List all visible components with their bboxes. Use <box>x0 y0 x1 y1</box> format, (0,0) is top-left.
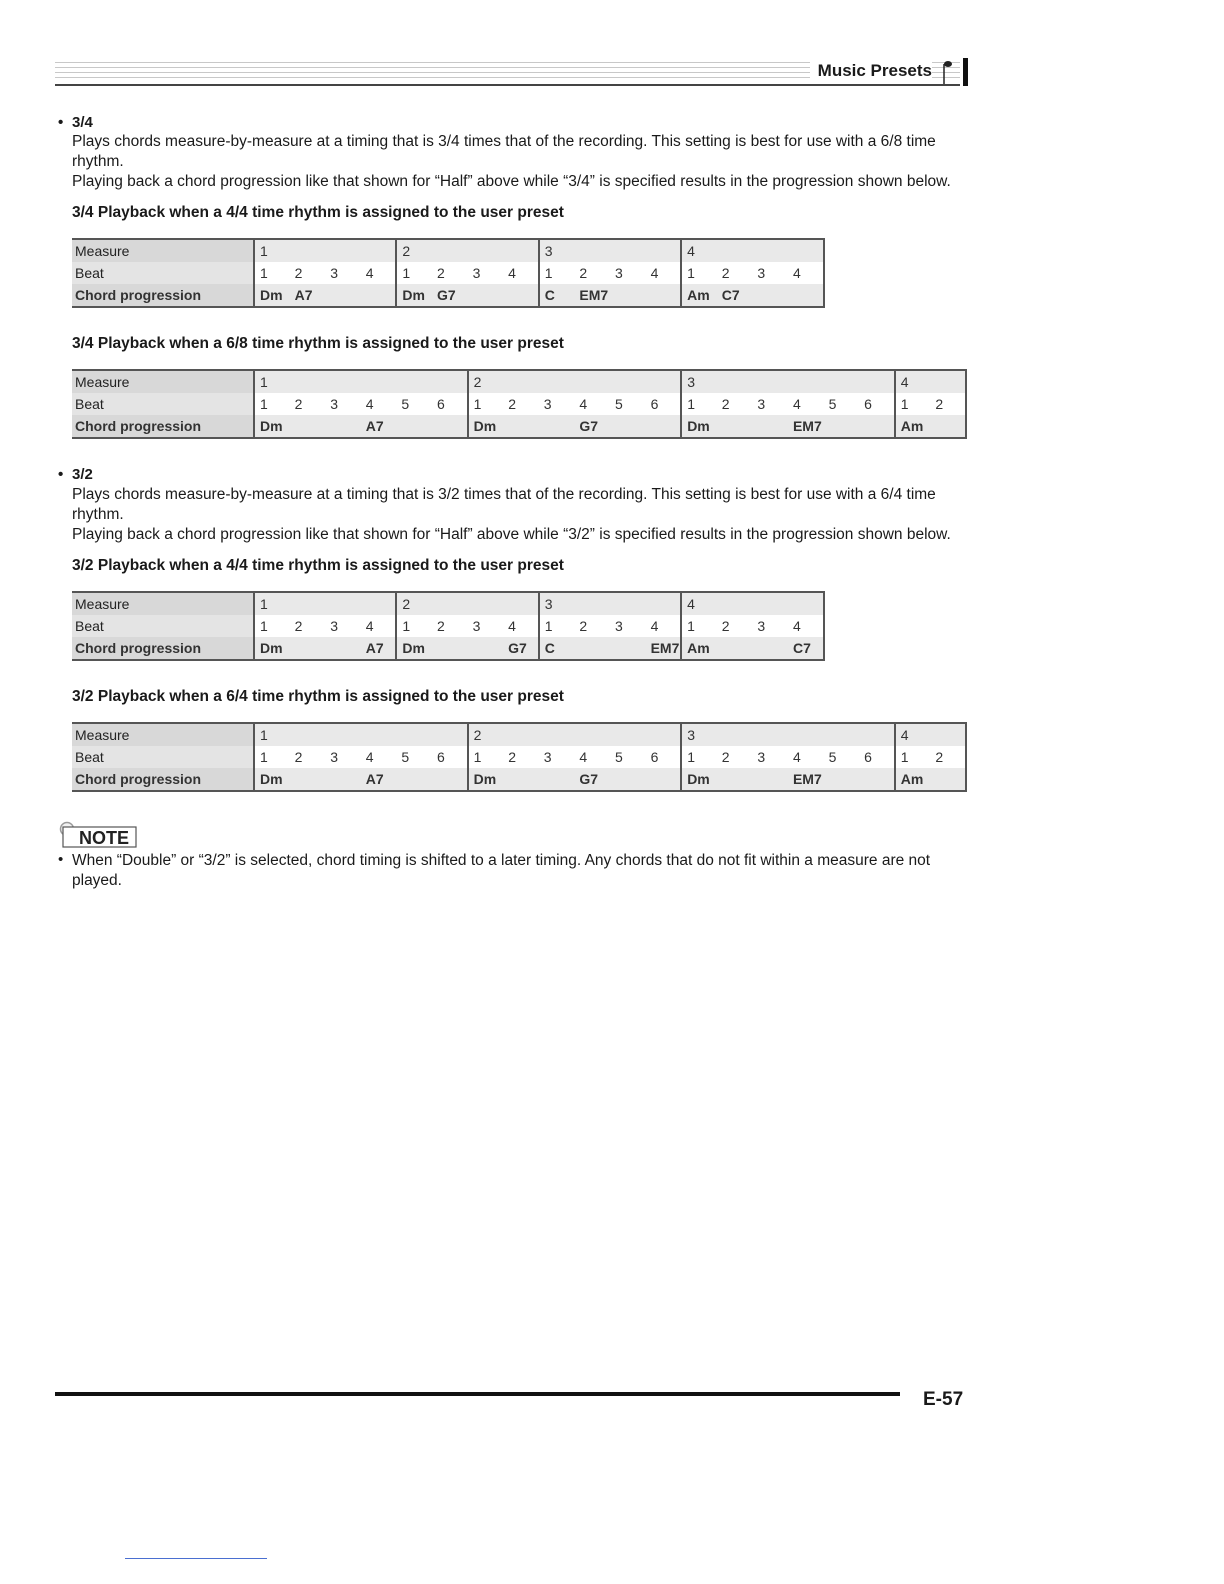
beat-cell: 5 <box>396 746 432 768</box>
chord-cell: A7 <box>361 768 397 791</box>
beat-cell: 2 <box>432 615 468 637</box>
beat-cell: 4 <box>361 393 397 415</box>
beat-cell: 4 <box>788 393 824 415</box>
row-label: Chord progression <box>72 284 254 307</box>
chord-cell: G7 <box>574 768 610 791</box>
chord-cell <box>717 637 753 660</box>
table-row-measure <box>72 370 966 393</box>
bullet: • <box>58 851 64 868</box>
chord-cell: Dm <box>396 637 432 660</box>
beat-cell: 6 <box>432 746 468 768</box>
measure-number: 1 <box>254 723 468 746</box>
beat-cell: 6 <box>859 393 895 415</box>
chord-cell <box>824 768 860 791</box>
chord-cell <box>503 284 539 307</box>
note-label: NOTE <box>79 828 130 848</box>
chord-cell <box>717 415 753 438</box>
header-title: Music Presets <box>810 61 932 81</box>
chord-cell: Dm <box>468 415 504 438</box>
beat-cell: 1 <box>681 615 717 637</box>
bullet: • <box>58 466 64 483</box>
beat-cell: 3 <box>610 615 646 637</box>
row-label: Beat <box>72 615 254 637</box>
beat-cell: 2 <box>717 393 753 415</box>
section-title-3-4: 3/4 <box>72 114 93 131</box>
beat-cell: 1 <box>895 746 931 768</box>
chord-cell <box>859 415 895 438</box>
music-note-icon <box>940 60 956 84</box>
table-row-chord <box>72 637 824 660</box>
beat-cell: 1 <box>468 393 504 415</box>
beat-cell: 2 <box>717 746 753 768</box>
row-label: Measure <box>72 723 254 746</box>
chord-cell: A7 <box>361 637 397 660</box>
chord-cell <box>646 415 682 438</box>
row-label: Chord progression <box>72 768 254 791</box>
chord-cell: Am <box>681 637 717 660</box>
beat-cell: 4 <box>646 262 682 284</box>
beat-cell: 4 <box>361 746 397 768</box>
beat-cell: 3 <box>752 746 788 768</box>
beat-cell: 3 <box>325 746 361 768</box>
link-underline <box>125 1558 267 1559</box>
header-rule <box>55 84 960 86</box>
chord-cell <box>610 415 646 438</box>
measure-number: 3 <box>539 592 681 615</box>
beat-cell: 1 <box>895 393 931 415</box>
beat-cell: 2 <box>574 615 610 637</box>
beat-cell: 2 <box>717 262 753 284</box>
chord-cell <box>396 415 432 438</box>
row-label: Measure <box>72 239 254 262</box>
beat-cell: 5 <box>396 393 432 415</box>
table-row-beat <box>72 393 966 415</box>
measure-number: 1 <box>254 592 396 615</box>
beat-cell: 4 <box>361 615 397 637</box>
chord-cell: Am <box>681 284 717 307</box>
chord-cell <box>717 768 753 791</box>
chord-cell <box>824 415 860 438</box>
beat-cell: 3 <box>752 393 788 415</box>
chord-cell <box>503 415 539 438</box>
beat-cell: 2 <box>503 393 539 415</box>
measure-number: 1 <box>254 370 468 393</box>
beat-cell: 2 <box>290 615 326 637</box>
measure-number: 4 <box>681 239 823 262</box>
beat-cell: 3 <box>468 615 504 637</box>
beat-cell: 3 <box>610 262 646 284</box>
chord-cell: EM7 <box>788 768 824 791</box>
table-row-beat <box>72 262 824 284</box>
chord-cell: G7 <box>432 284 468 307</box>
chord-cell <box>361 284 397 307</box>
chord-cell <box>325 637 361 660</box>
section-paragraph: Playing back a chord progression like that shown for “Half” above while “3/2” is specified results in the progression shown below. <box>72 526 951 543</box>
row-label: Beat <box>72 746 254 768</box>
beat-cell: 1 <box>254 262 290 284</box>
beat-cell: 1 <box>396 262 432 284</box>
beat-cell: 3 <box>325 393 361 415</box>
chord-cell <box>290 415 326 438</box>
chord-cell <box>752 637 788 660</box>
beat-cell: 4 <box>503 615 539 637</box>
chord-cell: Dm <box>254 768 290 791</box>
chord-cell <box>325 284 361 307</box>
table-caption: 3/2 Playback when a 4/4 time rhythm is assigned to the user preset <box>72 557 564 574</box>
table-row-beat <box>72 615 824 637</box>
chord-cell: Dm <box>468 768 504 791</box>
beat-cell: 6 <box>646 393 682 415</box>
measure-number: 2 <box>468 370 682 393</box>
table-row-measure <box>72 239 824 262</box>
chord-cell <box>468 637 504 660</box>
chord-cell: Dm <box>681 768 717 791</box>
measure-number: 4 <box>895 370 966 393</box>
note-text: When “Double” or “3/2” is selected, chord timing is shifted to a later timing. Any chords that do not fit within a measure are not played. <box>72 852 931 889</box>
table-row-chord <box>72 415 966 438</box>
chord-cell: Dm <box>681 415 717 438</box>
chord-cell <box>859 768 895 791</box>
section-title-3-2: 3/2 <box>72 466 93 483</box>
chord-cell <box>646 284 682 307</box>
table-row-beat <box>72 746 966 768</box>
beat-cell: 1 <box>539 262 575 284</box>
chord-cell: G7 <box>503 637 539 660</box>
beat-cell: 4 <box>503 262 539 284</box>
beat-cell: 2 <box>930 746 966 768</box>
beat-cell: 1 <box>681 393 717 415</box>
chord-cell: C7 <box>788 637 824 660</box>
beat-cell: 1 <box>254 615 290 637</box>
chord-cell <box>610 637 646 660</box>
chord-cell <box>432 637 468 660</box>
beat-cell: 4 <box>788 615 824 637</box>
chord-cell <box>325 768 361 791</box>
beat-cell: 6 <box>859 746 895 768</box>
chord-cell: EM7 <box>574 284 610 307</box>
chord-cell: Dm <box>254 415 290 438</box>
measure-number: 1 <box>254 239 396 262</box>
chord-cell: Dm <box>254 637 290 660</box>
table-row-measure <box>72 592 824 615</box>
beat-cell: 3 <box>752 262 788 284</box>
chord-cell <box>539 768 575 791</box>
beat-cell: 2 <box>930 393 966 415</box>
chord-cell: A7 <box>290 284 326 307</box>
beat-cell: 4 <box>646 615 682 637</box>
beat-cell: 3 <box>539 393 575 415</box>
row-label: Chord progression <box>72 637 254 660</box>
page-number: E-57 <box>923 1389 964 1410</box>
chord-cell <box>788 284 824 307</box>
header-bar <box>963 58 968 86</box>
chord-cell: Am <box>895 415 931 438</box>
beat-cell: 5 <box>824 746 860 768</box>
beat-cell: 2 <box>503 746 539 768</box>
chord-cell <box>752 284 788 307</box>
chord-cell: Dm <box>254 284 290 307</box>
chord-cell: A7 <box>361 415 397 438</box>
chord-cell <box>752 768 788 791</box>
beat-cell: 2 <box>290 393 326 415</box>
beat-cell: 2 <box>290 746 326 768</box>
beat-cell: 3 <box>752 615 788 637</box>
chord-cell <box>930 768 966 791</box>
chord-cell <box>396 768 432 791</box>
beat-cell: 1 <box>468 746 504 768</box>
chord-cell: EM7 <box>788 415 824 438</box>
beat-cell: 1 <box>539 615 575 637</box>
beat-cell: 2 <box>290 262 326 284</box>
bullet: • <box>58 114 64 131</box>
beat-cell: 1 <box>681 262 717 284</box>
chord-cell: C7 <box>717 284 753 307</box>
beat-cell: 4 <box>574 746 610 768</box>
beat-cell: 4 <box>361 262 397 284</box>
beat-cell: 2 <box>717 615 753 637</box>
measure-number: 3 <box>681 723 895 746</box>
chord-cell <box>930 415 966 438</box>
chord-cell <box>432 415 468 438</box>
section-paragraph: Plays chords measure-by-measure at a timing that is 3/2 times that of the recording. This setting is best for use with a 6/4 time rhythm. <box>72 486 936 523</box>
measure-number: 3 <box>681 370 895 393</box>
measure-number: 4 <box>681 592 823 615</box>
beat-cell: 4 <box>788 262 824 284</box>
row-label: Measure <box>72 370 254 393</box>
chord-cell <box>646 768 682 791</box>
chord-cell: Dm <box>396 284 432 307</box>
chord-table <box>72 591 825 661</box>
row-label: Beat <box>72 262 254 284</box>
chord-cell: C <box>539 284 575 307</box>
row-label: Beat <box>72 393 254 415</box>
chord-cell <box>610 284 646 307</box>
row-label: Measure <box>72 592 254 615</box>
chord-table <box>72 238 825 308</box>
beat-cell: 5 <box>824 393 860 415</box>
measure-number: 3 <box>539 239 681 262</box>
beat-cell: 3 <box>468 262 504 284</box>
chord-cell <box>574 637 610 660</box>
chord-cell: G7 <box>574 415 610 438</box>
section-paragraph: Playing back a chord progression like that shown for “Half” above while “3/4” is specified results in the progression shown below. <box>72 173 951 190</box>
beat-cell: 1 <box>681 746 717 768</box>
footer-rule <box>55 1392 900 1396</box>
beat-cell: 1 <box>396 615 432 637</box>
note-badge <box>57 820 137 848</box>
beat-cell: 5 <box>610 746 646 768</box>
chord-cell <box>290 768 326 791</box>
chord-table <box>72 369 967 439</box>
row-label: Chord progression <box>72 415 254 438</box>
chord-cell: EM7 <box>646 637 682 660</box>
beat-cell: 4 <box>574 393 610 415</box>
beat-cell: 6 <box>432 393 468 415</box>
measure-number: 2 <box>396 239 538 262</box>
chord-table <box>72 722 967 792</box>
chord-cell <box>752 415 788 438</box>
chord-cell <box>468 284 504 307</box>
section-paragraph: Plays chords measure-by-measure at a timing that is 3/4 times that of the recording. This setting is best for use with a 6/8 time rhythm. <box>72 133 936 170</box>
chord-cell <box>432 768 468 791</box>
beat-cell: 2 <box>432 262 468 284</box>
beat-cell: 5 <box>610 393 646 415</box>
table-caption: 3/4 Playback when a 6/8 time rhythm is assigned to the user preset <box>72 335 564 352</box>
beat-cell: 4 <box>788 746 824 768</box>
table-caption: 3/2 Playback when a 6/4 time rhythm is assigned to the user preset <box>72 688 564 705</box>
beat-cell: 3 <box>325 262 361 284</box>
chord-cell <box>610 768 646 791</box>
table-caption: 3/4 Playback when a 4/4 time rhythm is assigned to the user preset <box>72 204 564 221</box>
page-header <box>55 58 968 86</box>
measure-number: 2 <box>468 723 682 746</box>
chord-cell: Am <box>895 768 931 791</box>
beat-cell: 2 <box>574 262 610 284</box>
chord-cell <box>290 637 326 660</box>
beat-cell: 1 <box>254 393 290 415</box>
beat-cell: 6 <box>646 746 682 768</box>
table-row-chord <box>72 768 966 791</box>
measure-number: 2 <box>396 592 538 615</box>
table-row-measure <box>72 723 966 746</box>
beat-cell: 1 <box>254 746 290 768</box>
chord-cell <box>539 415 575 438</box>
table-row-chord <box>72 284 824 307</box>
chord-cell <box>503 768 539 791</box>
measure-number: 4 <box>895 723 966 746</box>
beat-cell: 3 <box>539 746 575 768</box>
chord-cell: C <box>539 637 575 660</box>
chord-cell <box>325 415 361 438</box>
beat-cell: 3 <box>325 615 361 637</box>
